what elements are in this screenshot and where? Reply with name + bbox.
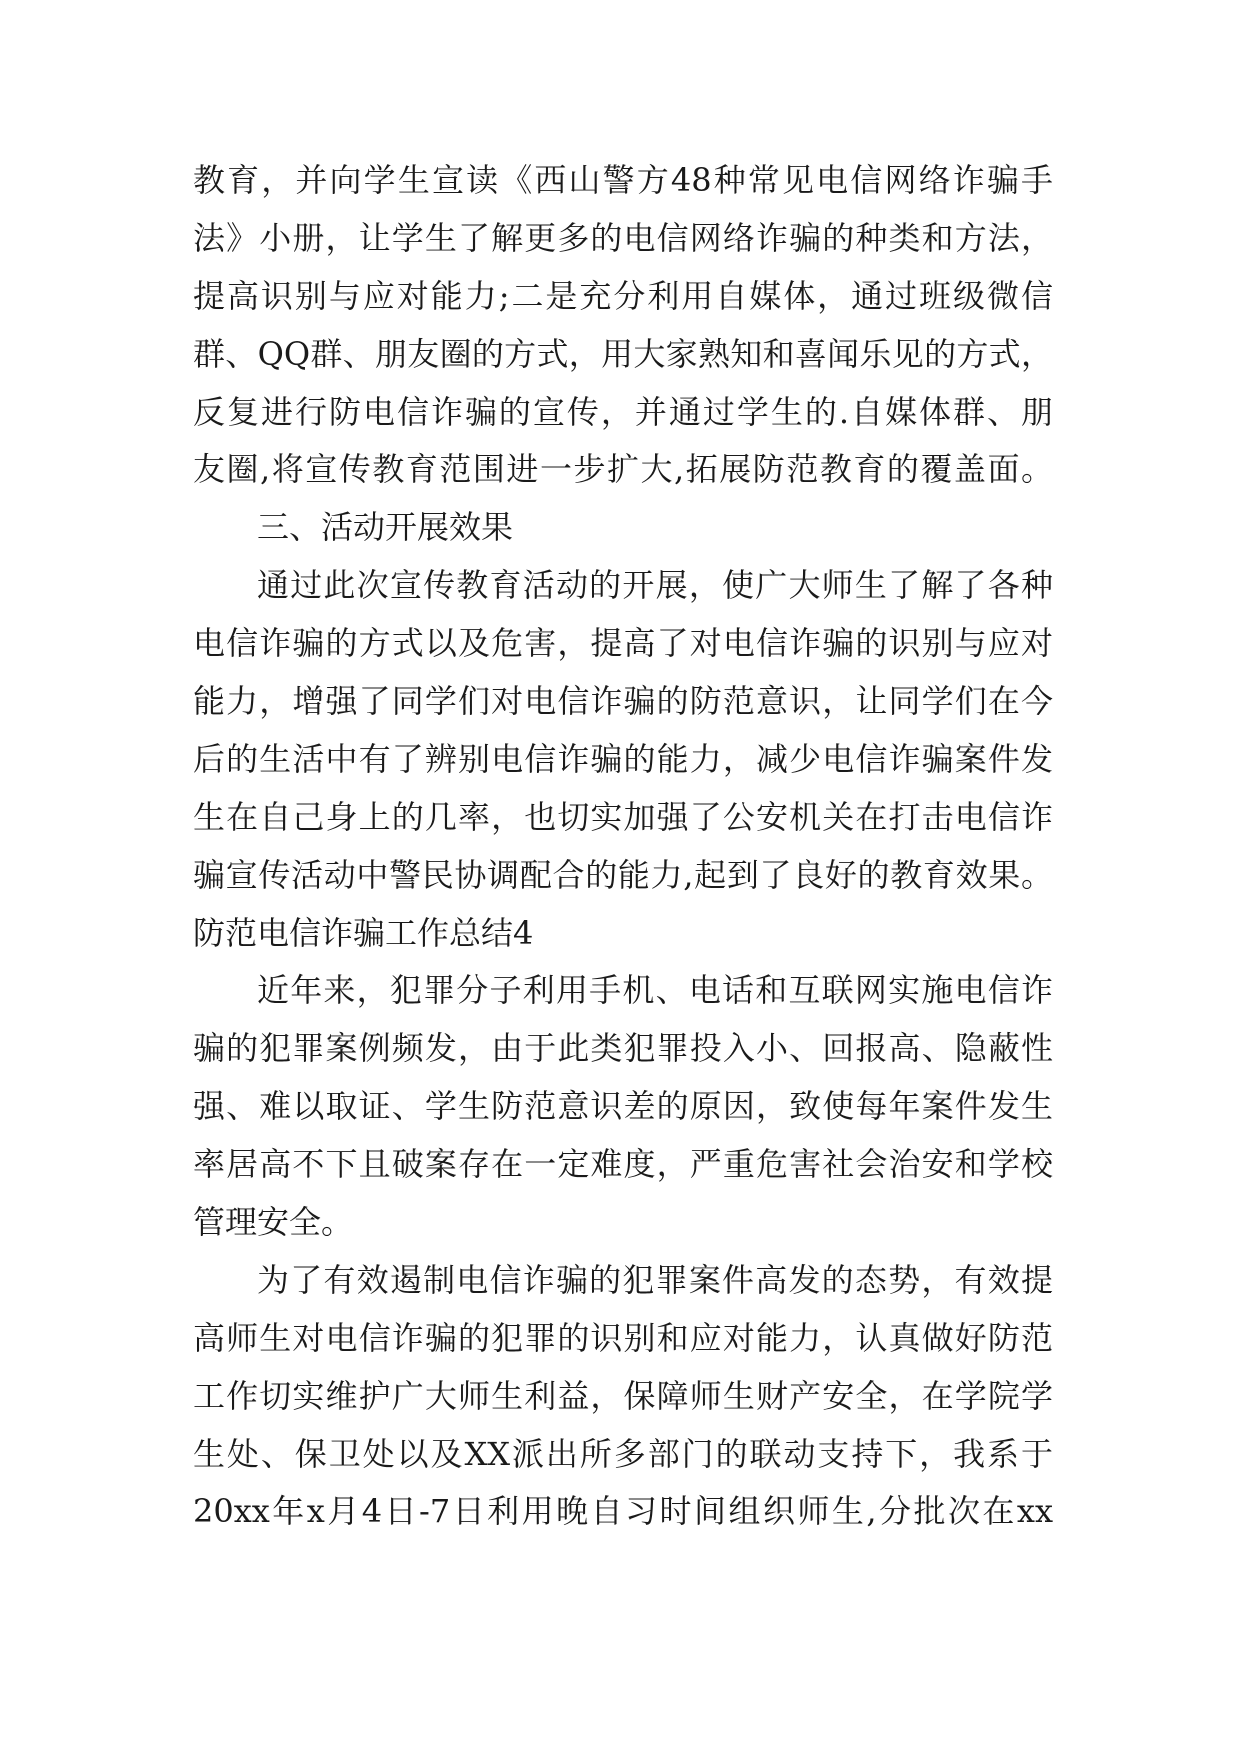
- text-line: 为了有效遏制电信诈骗的犯罪案件高发的态势，有效提: [257, 1260, 1053, 1299]
- text-line: 提高识别与应对能力;二是充分利用自媒体，通过班级微信: [193, 276, 1053, 315]
- text-line: 后的生活中有了辨别电信诈骗的能力，减少电信诈骗案件发: [193, 739, 1053, 778]
- text-line: 高师生对电信诈骗的犯罪的识别和应对能力，认真做好防范: [193, 1318, 1053, 1357]
- text-line: 骗宣传活动中警民协调配合的能力,起到了良好的教育效果。: [193, 855, 1053, 894]
- text-line: 友圈,将宣传教育范围进一步扩大,拓展防范教育的覆盖面。: [193, 450, 1053, 489]
- text-line: 20xx年x月4日-7日利用晚自习时间组织师生,分批次在xx: [193, 1492, 1053, 1531]
- text-line: 防范电信诈骗工作总结4: [193, 913, 534, 952]
- text-line: 反复进行防电信诈骗的宣传，并通过学生的.自媒体群、朋: [193, 392, 1053, 431]
- text-line: 近年来，犯罪分子利用手机、电话和互联网实施电信诈: [257, 971, 1053, 1010]
- text-line: 骗的犯罪案例频发，由于此类犯罪投入小、回报高、隐蔽性: [193, 1029, 1053, 1068]
- document-body: [193, 152, 1053, 1541]
- text-line: 工作切实维护广大师生利益，保障师生财产安全，在学院学: [193, 1376, 1053, 1415]
- text-line: 生在自己身上的几率，也切实加强了公安机关在打击电信诈: [193, 797, 1053, 836]
- text-line: 能力，增强了同学们对电信诈骗的防范意识，让同学们在今: [193, 682, 1053, 721]
- text-line: 管理安全。: [193, 1203, 354, 1242]
- text-line: 生处、保卫处以及XX派出所多部门的联动支持下，我系于: [193, 1434, 1053, 1473]
- text-line: 强、难以取证、学生防范意识差的原因，致使每年案件发生: [193, 1087, 1053, 1126]
- text-line: 电信诈骗的方式以及危害，提高了对电信诈骗的识别与应对: [193, 624, 1053, 663]
- text-line: 群、QQ群、朋友圈的方式，用大家熟知和喜闻乐见的方式，: [193, 334, 1053, 373]
- text-line: 率居高不下且破案存在一定难度，严重危害社会治安和学校: [193, 1145, 1053, 1184]
- text-line: 法》小册，让学生了解更多的电信网络诈骗的种类和方法，: [193, 218, 1053, 257]
- text-line: 三、活动开展效果: [257, 508, 514, 547]
- text-line: 教育，并向学生宣读《西山警方48种常见电信网络诈骗手: [193, 161, 1053, 199]
- text-line: 通过此次宣传教育活动的开展，使广大师生了解了各种: [257, 566, 1053, 605]
